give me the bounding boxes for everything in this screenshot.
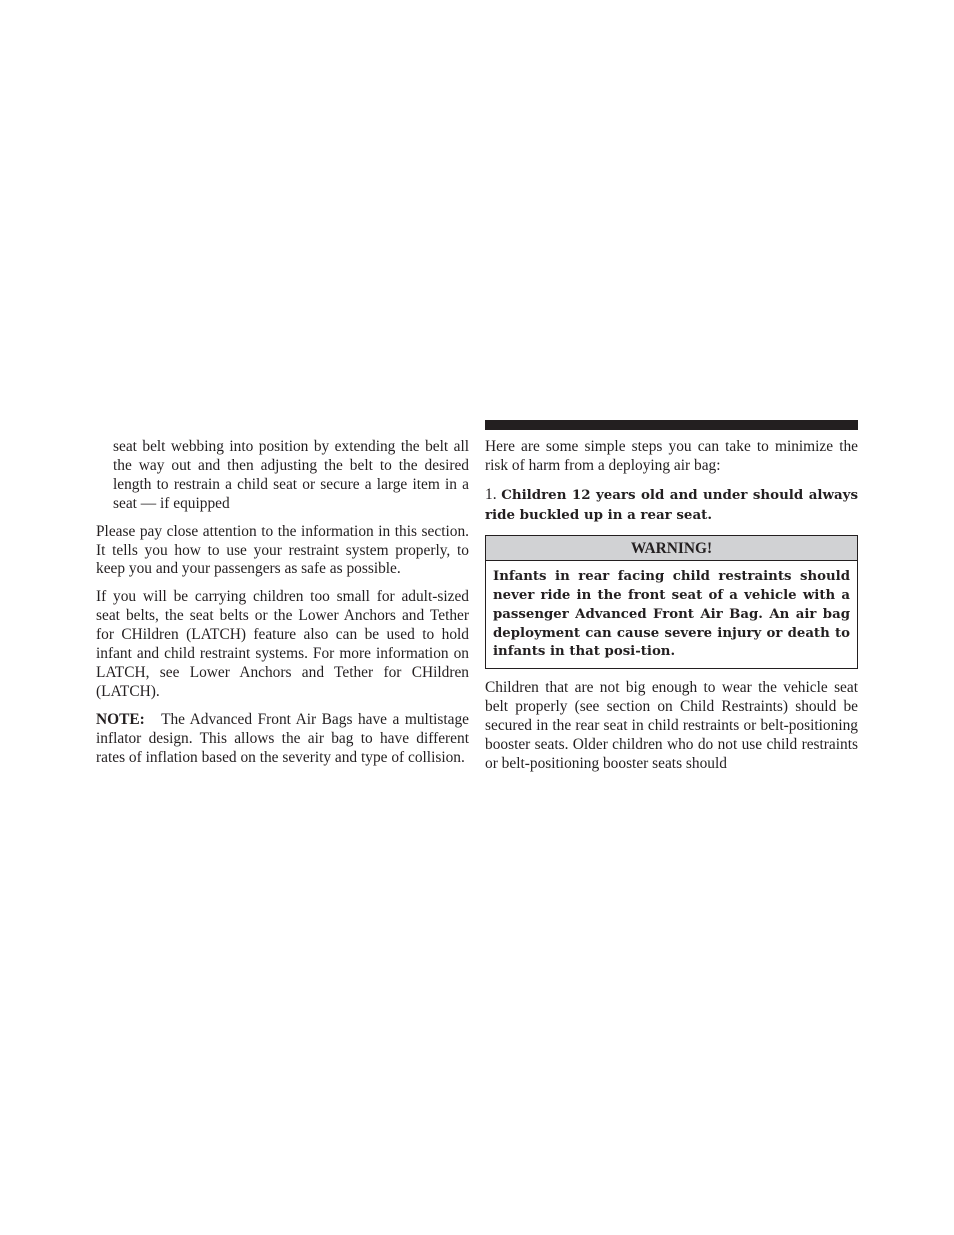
children-paragraph: Children that are not big enough to wear the vehicle seat belt properly (see section on Child Restraints) should be secured in the rear seat in child restraints or belt-positioning booster seats. Older children who do not use child restraints or belt-positioning booster seats should — [485, 679, 858, 772]
right-column — [485, 438, 858, 783]
note-paragraph — [96, 711, 469, 768]
warning-text: Infants in rear facing child restraints should never ride in the front seat of a vehicle with a passenger Advanced Front Air Bag. An air bag deployment can cause severe injury or death to infants in that posi-tion. — [493, 568, 850, 660]
warning-title: WARNING! — [486, 536, 857, 561]
note-label: NOTE: — [96, 710, 145, 728]
continuation-paragraph: seat belt webbing into position by extending the belt all the way out and then adjusting the belt to the desired length to restrain a child seat or secure a large item in a seat — if equipped — [113, 438, 469, 512]
section-header-bar — [485, 420, 858, 430]
step-text: Children 12 years old and under should always ride buckled up in a rear seat. — [485, 486, 858, 523]
attention-paragraph: Please pay close attention to the information in this section. It tells you how to use your restraint system properly, to keep you and your passengers as safe as possible. — [96, 522, 469, 578]
step-item — [485, 485, 858, 525]
step-number: 1. — [485, 485, 497, 503]
left-column — [96, 438, 469, 777]
intro-paragraph: Here are some simple steps you can take to minimize the risk of harm from a deploying air bag: — [485, 438, 858, 474]
note-text: The Advanced Front Air Bags have a multistage inflator design. This allows the air bag to have different rates of inflation based on the severity and type of collision. — [96, 710, 470, 766]
latch-paragraph: If you will be carrying children too small for adult-sized seat belts, the seat belts or the Lower Anchors and Tether for CHildren (LATCH) feature also can be used to hold infant and child restraint systems. For more information on LATCH, see Lower Anchors and Tether for CHildren (LATCH). — [96, 588, 469, 700]
warning-box — [485, 535, 858, 670]
